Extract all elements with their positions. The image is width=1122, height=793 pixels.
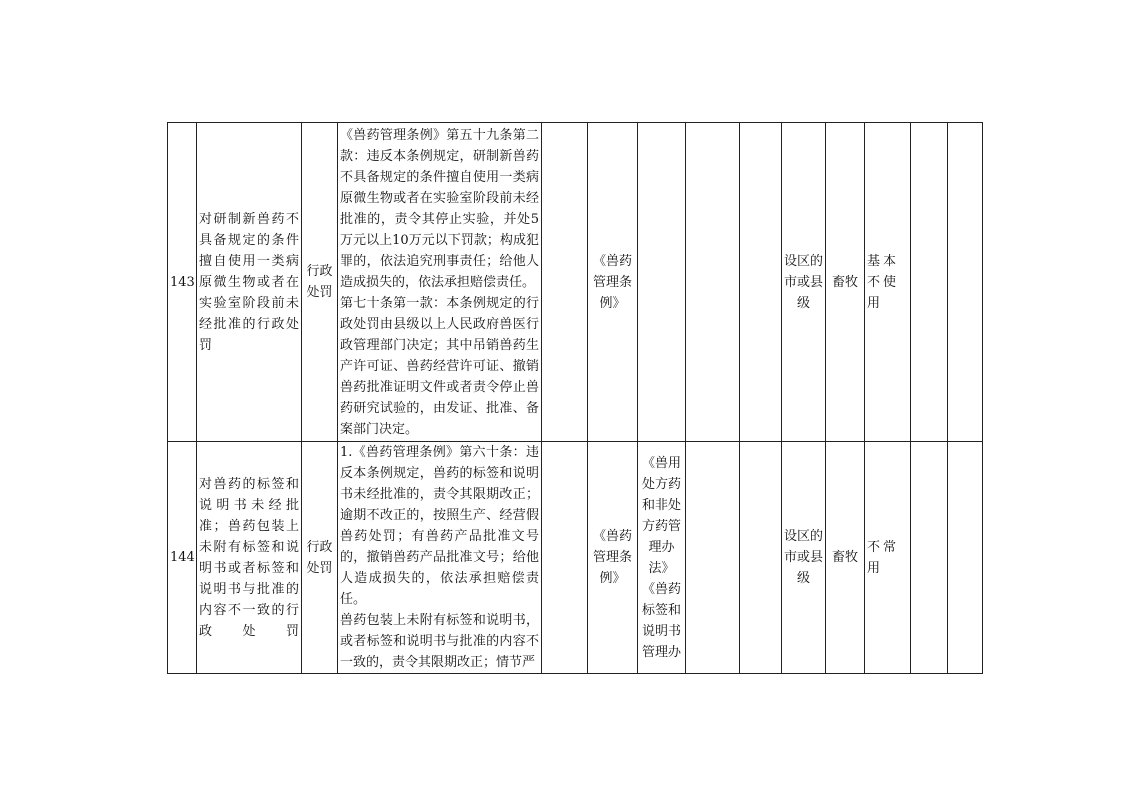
table-row [168,442,983,674]
law-reference: 《兽药管理条例》 [588,123,638,442]
empty-cell [740,442,782,674]
empty-cell [911,442,948,674]
empty-cell [686,123,740,442]
legal-basis [338,442,542,674]
department: 畜牧 [826,442,865,674]
empty-cell [542,123,588,442]
empty-cell [948,442,983,674]
usage-frequency: 基本不使用 [865,123,911,442]
legal-basis-paragraph: 第七十条第一款：本条例规定的行政处罚由县级以上人民政府兽医行政管理部门决定；其中吊销兽药生产许可证、兽药经营许可证、撤销兽药批准证明文件或者责令停止兽药研究试验的，由发证、批准、备案部门决定。 [340,295,539,437]
law-reference: 《兽药管理条例》 [588,442,638,674]
authority-level: 设区的市或县级 [782,123,826,442]
empty-cell [542,442,588,674]
empty-cell [638,123,686,442]
empty-cell [911,123,948,442]
empty-cell [740,123,782,442]
related-regulation: 《兽药标签和说明书管理办 [641,581,681,660]
row-number: 143 [168,123,197,442]
authority-level: 设区的市或县级 [782,442,826,674]
item-name: 对研制新兽药不具备规定的条件擅自使用一类病原微生物或者在实验室阶段前未经批准的行政处罚 [197,123,302,442]
table-row [168,123,983,442]
row-number: 144 [168,442,197,674]
related-regulations [638,442,686,674]
related-regulation: 《兽用处方药和非处方药管理办法》 [641,455,681,576]
penalty-type: 行政处罚 [302,442,338,674]
empty-cell [948,123,983,442]
penalty-type: 行政处罚 [302,123,338,442]
legal-basis [338,123,542,442]
legal-basis-paragraph: 《兽药管理条例》第五十九条第二款：违反本条例规定，研制新兽药不具备规定的条件擅自使用一类病原微生物或者在实验室阶段前未经批准的，责令其停止实验，并处5万元以上10万元以下罚款；构成犯罪的，依法追究刑事责任；给他人造成损失的，依法承担赔偿责任。 [340,127,539,290]
department: 畜牧 [826,123,865,442]
legal-basis-paragraph: 兽药包装上未附有标签和说明书，或者标签和说明书与批准的内容不一致的，责令其限期改正；情节严 [340,613,539,670]
usage-frequency: 不常用 [865,442,911,674]
item-name: 对兽药的标签和说明书未经批准；兽药包装上未附有标签和说明书或者标签和说明书与批准的内容不一致的行政处罚 [197,442,302,674]
regulation-table [167,122,983,674]
empty-cell [686,442,740,674]
legal-basis-paragraph: 1.《兽药管理条例》第六十条：违反本条例规定，兽药的标签和说明书未经批准的，责令其限期改正；逾期不改正的，按照生产、经营假兽药处罚；有兽药产品批准文号的，撤销兽药产品批准文号；给他人造成损失的，依法承担赔偿责任。 [340,445,539,607]
